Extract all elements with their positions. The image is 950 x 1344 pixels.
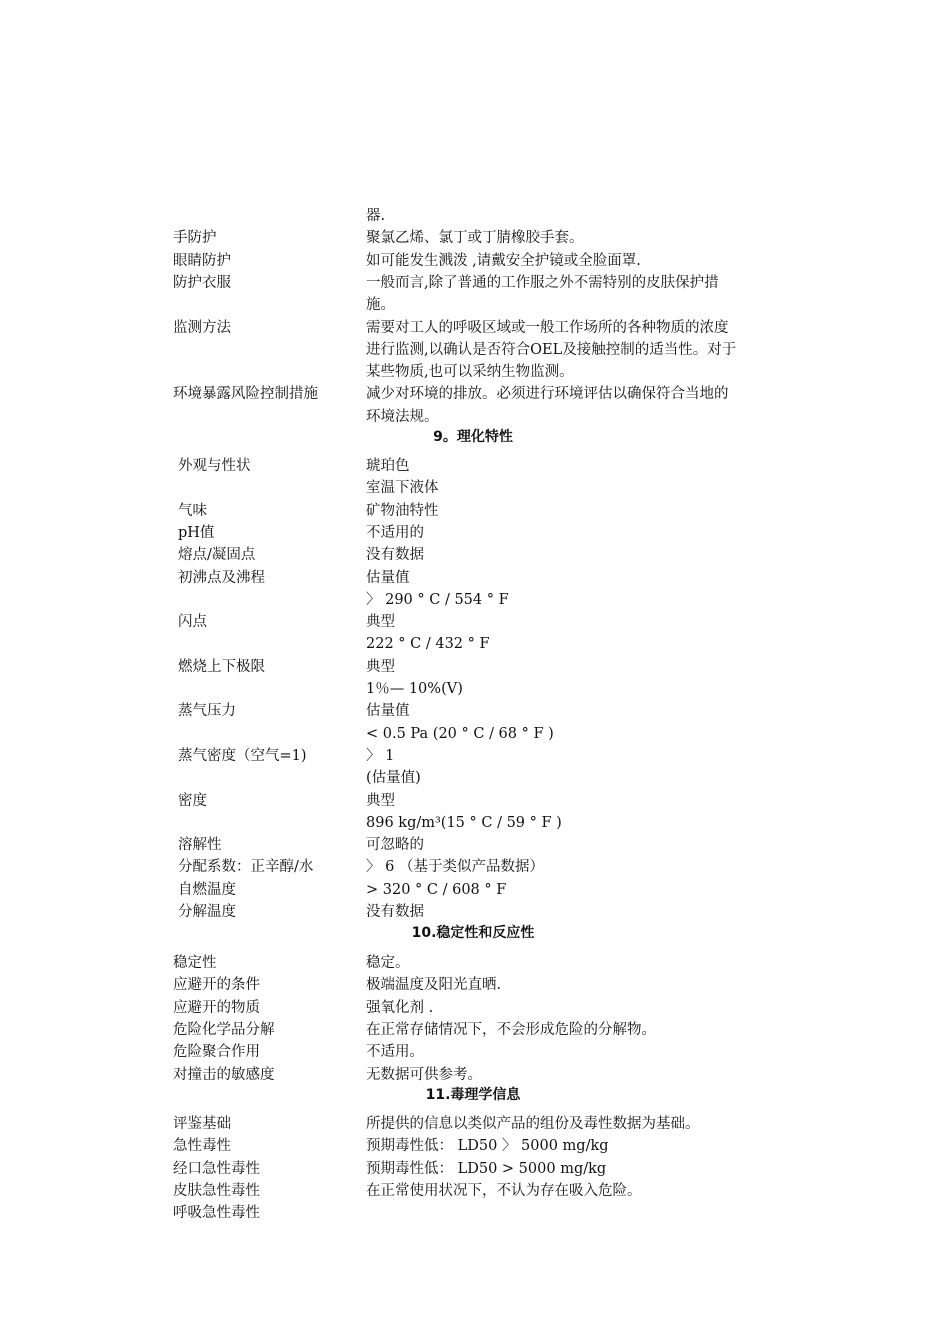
spec-label: 闪点 — [178, 614, 207, 631]
spec-label: 外观与性状 — [178, 458, 251, 474]
spec-label: 溶解性 — [178, 837, 222, 854]
spec-label: 手防护 — [173, 230, 217, 247]
spec-label: 防护衣服 — [173, 274, 231, 291]
spec-value: 可忽略的 — [366, 837, 424, 854]
spec-row — [173, 812, 773, 834]
spec-value: 进行监测,以确认是否符合OEL及接触控制的适当性。对于 — [366, 341, 737, 358]
spec-value: 聚氯乙烯、氯丁或丁腈橡胶手套。 — [366, 230, 584, 247]
spec-label: 熔点/凝固点 — [178, 547, 256, 564]
spec-label: 环境暴露风险控制措施 — [173, 386, 318, 403]
spec-row — [173, 1180, 773, 1202]
spec-label: 呼吸急性毒性 — [173, 1205, 260, 1222]
spec-value: 预期毒性低： LD50 > 5000 mg/kg — [366, 1160, 607, 1177]
spec-value: 器. — [366, 208, 386, 224]
spec-label: 皮肤急性毒性 — [173, 1182, 260, 1199]
spec-row — [173, 589, 773, 611]
spec-label: 稳定性 — [173, 955, 217, 971]
spec-label: 危险聚合作用 — [173, 1044, 260, 1061]
spec-row — [173, 383, 773, 405]
spec-row — [173, 227, 773, 249]
spec-row — [173, 339, 773, 361]
spec-row — [173, 1135, 773, 1157]
spec-label: 燃烧上下极限 — [178, 658, 265, 675]
spec-value: 在正常使用状况下，不认为存在吸入危险。 — [366, 1182, 642, 1199]
spec-value: 不适用的 — [366, 524, 424, 541]
spec-row — [173, 952, 773, 974]
spec-label: 应避开的物质 — [173, 999, 260, 1016]
spec-row — [173, 997, 773, 1019]
spec-value: 减少对环境的排放。必须进行环境评估以确保符合当地的 — [366, 386, 729, 403]
spec-row — [173, 611, 773, 633]
spec-row — [173, 974, 773, 996]
spec-value: 极端温度及阳光直晒. — [366, 977, 502, 994]
spec-value: 〉 1 — [366, 747, 395, 764]
spec-label: 经口急性毒性 — [173, 1160, 260, 1177]
spec-label: 评鉴基础 — [173, 1116, 231, 1132]
spec-value: 〉 6 （基于类似产品数据） — [366, 859, 544, 876]
spec-row — [173, 361, 773, 383]
spec-row — [173, 455, 773, 477]
spec-value: 没有数据 — [366, 547, 424, 564]
spec-row — [173, 678, 773, 700]
spec-row — [173, 745, 773, 767]
spec-label: 蒸气压力 — [178, 703, 236, 720]
spec-value: 典型 — [366, 614, 395, 631]
spec-row — [173, 500, 773, 522]
spec-row — [173, 856, 773, 878]
spec-value: > 320 ° C / 608 ° F — [366, 881, 507, 898]
spec-value: 稳定。 — [366, 955, 410, 971]
spec-label: 分配系数：正辛醇/水 — [178, 859, 314, 876]
spec-row — [173, 544, 773, 566]
spec-value: 如可能发生溅泼 ,请戴安全护镜或全脸面罩. — [366, 252, 641, 269]
section-11-heading: 11.毒理学信息 — [425, 1087, 521, 1103]
spec-value: 强氧化剂 . — [366, 999, 434, 1016]
spec-value: (估量值) — [366, 770, 421, 787]
spec-row — [173, 901, 773, 923]
spec-row — [173, 1064, 773, 1086]
spec-row — [173, 1158, 773, 1180]
spec-row — [173, 522, 773, 544]
spec-row — [173, 700, 773, 722]
spec-row — [173, 567, 773, 589]
spec-value: 需要对工人的呼吸区域或一般工作场所的各种物质的浓度 — [366, 319, 729, 336]
spec-row — [173, 250, 773, 272]
spec-row — [173, 1202, 773, 1224]
spec-value: 典型 — [366, 792, 395, 809]
spec-label: 眼睛防护 — [173, 252, 231, 269]
spec-label: 应避开的条件 — [173, 977, 260, 994]
spec-value: 琥珀色 — [366, 458, 410, 474]
spec-row — [173, 205, 773, 227]
spec-row — [173, 790, 773, 812]
spec-value: < 0.5 Pa (20 ° C / 68 ° F ) — [366, 725, 554, 742]
spec-row — [173, 633, 773, 655]
spec-label: 急性毒性 — [173, 1138, 231, 1155]
spec-row — [173, 1113, 773, 1135]
spec-row — [173, 723, 773, 745]
spec-value: 在正常存储情况下，不会形成危险的分解物。 — [366, 1021, 656, 1038]
spec-label: pH值 — [178, 524, 215, 541]
spec-value: 预期毒性低： LD50 〉 5000 mg/kg — [366, 1138, 609, 1155]
section-10-heading: 10.稳定性和反应性 — [411, 925, 535, 941]
spec-value: 矿物油特性 — [366, 502, 439, 519]
spec-label: 危险化学品分解 — [173, 1021, 275, 1038]
spec-label: 气味 — [178, 502, 207, 519]
spec-label: 分解温度 — [178, 904, 236, 920]
spec-row — [173, 879, 773, 901]
spec-label: 初沸点及沸程 — [178, 569, 265, 586]
spec-value: 一般而言,除了普通的工作服之外不需特别的皮肤保护措 — [366, 274, 719, 291]
spec-row — [173, 656, 773, 678]
spec-value: 施。 — [366, 297, 395, 314]
spec-row — [173, 294, 773, 316]
spec-label: 密度 — [178, 792, 207, 809]
spec-row — [173, 1041, 773, 1063]
spec-value: 896 kg/m³(15 ° C / 59 ° F ) — [366, 814, 562, 831]
spec-value: 某些物质,也可以采纳生物监测。 — [366, 364, 574, 381]
spec-value: 222 ° C / 432 ° F — [366, 636, 490, 653]
spec-value: 估量值 — [366, 569, 410, 586]
spec-value: 1％— 10%(V) — [366, 681, 463, 697]
spec-value: 不适用。 — [366, 1044, 424, 1061]
spec-value: 〉 290 ° C / 554 ° F — [366, 591, 509, 608]
spec-value: 估量值 — [366, 703, 410, 720]
spec-label: 自燃温度 — [178, 881, 236, 898]
spec-row — [173, 272, 773, 294]
spec-value: 所提供的信息以类似产品的组份及毒性数据为基础。 — [366, 1116, 700, 1132]
spec-row — [173, 767, 773, 789]
spec-value: 没有数据 — [366, 904, 424, 920]
spec-label: 监测方法 — [173, 319, 231, 336]
spec-value: 典型 — [366, 658, 395, 675]
section-9-heading: 9。理化特性 — [433, 429, 513, 445]
spec-value: 环境法规。 — [366, 408, 439, 425]
spec-label: 蒸气密度（空气=1) — [178, 747, 307, 764]
spec-row — [173, 317, 773, 339]
spec-row — [173, 406, 773, 428]
spec-row — [173, 477, 773, 499]
spec-label: 对撞击的敏感度 — [173, 1066, 275, 1083]
spec-row — [173, 1019, 773, 1041]
spec-row — [173, 834, 773, 856]
spec-value: 无数据可供参考。 — [366, 1066, 482, 1083]
spec-value: 室温下液体 — [366, 480, 439, 497]
